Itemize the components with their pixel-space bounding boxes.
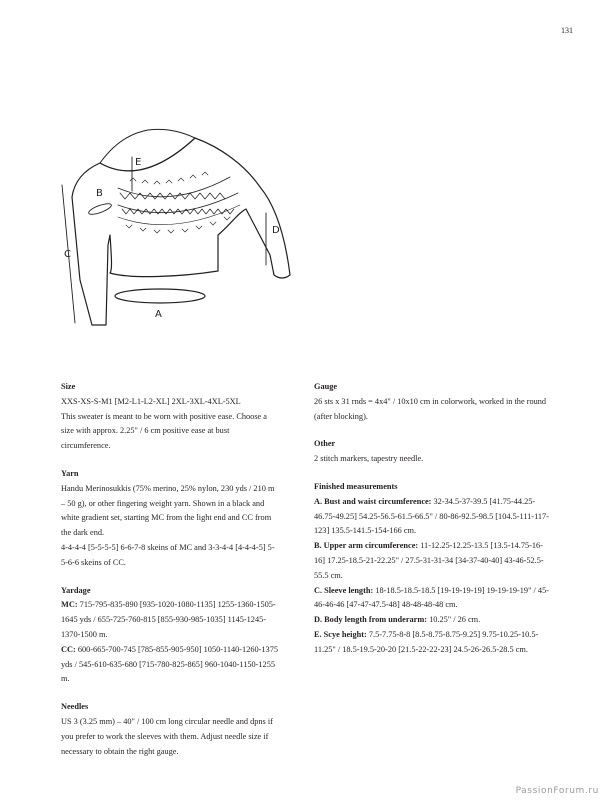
finished-measurements-section xyxy=(314,480,554,658)
size-list: XXS-XS-S-M1 [M2-L1-L2-XL] 2XL-3XL-4XL-5XL xyxy=(61,396,241,406)
yarn-heading: Yarn xyxy=(61,468,79,478)
yarn-skeins: 4-4-4-4 [5-5-5-5] 6-6-7-8 skeins of MC and 3-3-4-4 [4-4-4-5] 5-5-6-6 skeins of CC. xyxy=(61,542,275,567)
other-heading: Other xyxy=(314,439,336,449)
yardage-section xyxy=(61,584,279,688)
needles-text: US 3 (3.25 mm) – 40" / 100 cm long circular needle and dpns if you prefer to work the sleeves with them. Adjust needle size if necessary to obtain the right gauge. xyxy=(61,716,273,756)
yoke-band-lower xyxy=(118,205,240,225)
yardage-mc-value: 715-795-835-890 [935-1020-1080-1135] 1255-1360-1505-1645 yds / 655-725-760-815 [855-930-985-1035] 1145-1245-1370-1500 m. xyxy=(61,600,276,639)
measurement-a-label: A. Bust and waist circumference: xyxy=(314,496,432,506)
measurement-b xyxy=(314,539,554,583)
label-b: B xyxy=(96,188,103,199)
gauge-section xyxy=(314,380,554,424)
label-c: C xyxy=(64,249,71,260)
colorwork-small xyxy=(126,217,230,233)
yarn-section xyxy=(61,467,279,571)
measurement-b-label: B. Upper arm circumference: xyxy=(314,541,419,551)
yardage-mc xyxy=(61,598,279,642)
yardage-cc xyxy=(61,643,279,687)
measurement-d-label: D. Body length from underarm: xyxy=(314,615,428,625)
gauge-heading: Gauge xyxy=(314,382,338,391)
colorwork-dots xyxy=(130,172,208,184)
size-heading: Size xyxy=(61,382,76,391)
measurement-e-label: E. Scye height: xyxy=(314,629,367,639)
measurement-c-label: C. Sleeve length: xyxy=(314,585,374,595)
watermark: PassionForum.ru xyxy=(515,786,599,796)
measurement-e-value: 7.5-7.75-8-8 [8.5-8.75-8.75-9.25] 9.75-10.25-10.5-11.25" / 18.5-19.5-20-20 [21.5-22-22-23] 24.5-26-26.5-28.5 cm. xyxy=(314,629,539,654)
right-column xyxy=(314,380,554,671)
waist-circumference-marker xyxy=(115,289,205,303)
measurement-a-value: 32-34.5-37-39.5 [41.75-44.25-46.75-49.25] 54.25-56.5-61.5-66.5" / 80-86-92.5-98.5 [104.5-111-117-123] 135.5-141.5-154-166 cm. xyxy=(314,496,549,536)
measurement-a xyxy=(314,495,554,539)
measurement-d-value: 10.25" / 26 cm. xyxy=(429,615,481,625)
measurement-c-value: 18-18.5-18.5-18.5 [19-19-19-19] 19-19-19-19" / 45-46-46-46 [47-47-47.5-48] 48-48-48-48 cm. xyxy=(314,585,549,610)
size-note: This sweater is meant to be worn with positive ease. Choose a size with approx. 2.25" / 6 cm positive ease at bust circumference. xyxy=(61,411,267,451)
page-number: 131 xyxy=(561,26,573,35)
yardage-cc-value: 600-665-700-745 [785-855-905-950] 1050-1140-1260-1375 yds / 545-610-635-680 [715-780-825-865] 960-1040-1150-1255 m. xyxy=(61,644,278,684)
other-section xyxy=(314,437,554,467)
needles-section xyxy=(61,700,279,759)
measurement-b-value: 11-12.25-12.25-13.5 [13.5-14.75-16-16] 17.25-18.5-21-22.25" / 27.5-31-31-34 [34-37-40-40] 43-46-52.5-55.5 cm. xyxy=(314,541,544,580)
label-d: D xyxy=(272,225,280,236)
yardage-cc-label: CC: xyxy=(61,644,76,654)
finished-heading: Finished measurements xyxy=(314,481,398,491)
gauge-text: 26 sts x 31 rnds = 4x4" / 10x10 cm in colorwork, worked in the round (after blocking). xyxy=(314,396,547,421)
yoke-band-bottom xyxy=(118,193,238,213)
yarn-description: Handu Merinosukkis (75% merino, 25% nylon, 230 yds / 210 m – 50 g), or other fingering weight yarn. Shown in a black and white gradient set, starting MC from the light end and CC from the dark end. xyxy=(61,483,275,538)
other-text: 2 stitch markers, tapestry needle. xyxy=(314,454,424,464)
measurement-e xyxy=(314,628,554,658)
needles-heading: Needles xyxy=(61,702,89,712)
label-a: A xyxy=(155,309,162,320)
sweater-outline xyxy=(72,138,290,325)
left-column xyxy=(61,380,279,772)
size-section xyxy=(61,380,279,454)
yardage-heading: Yardage xyxy=(61,585,91,595)
yardage-mc-label: MC: xyxy=(61,600,78,610)
measurement-c xyxy=(314,584,554,614)
label-e: E xyxy=(135,157,142,168)
sweater-schematic xyxy=(60,125,300,330)
upper-arm-marker xyxy=(88,202,113,217)
measurement-d xyxy=(314,613,554,628)
